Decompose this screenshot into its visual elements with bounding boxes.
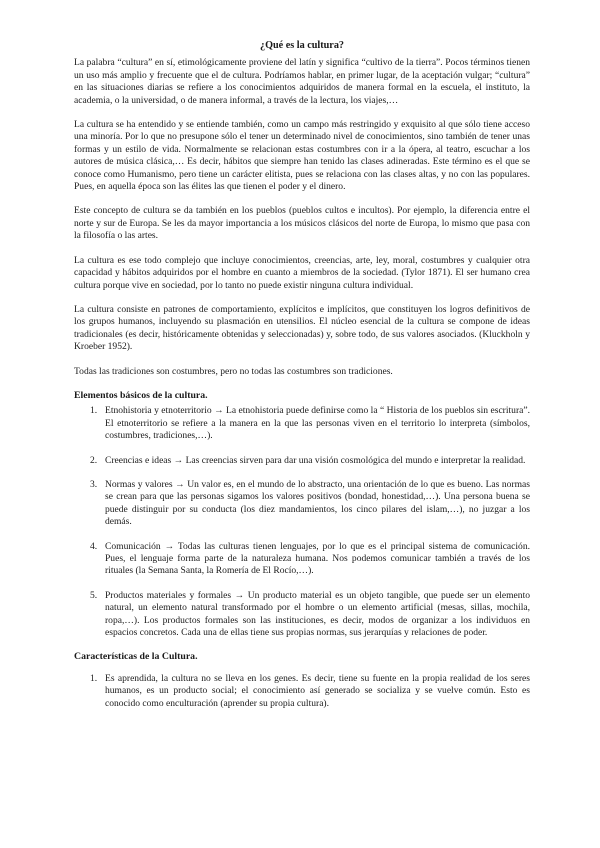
list-item (74, 479, 530, 529)
paragraph: La palabra “cultura” en sí, etimológicamente proviene del latín y significa “cultivo de la tierra”. Pocos términos tienen un uso más amplio y frecuente que el de cultura. Podríamos hablar, en primer lugar, de la aceptación vulgar; “cultura” en las situaciones diarias se refiere a los conocimientos adquiridos de manera formal en la escuela, el instituto, la academia, o la universidad, o de manera informal, a través de la lectura, los viajes,… (74, 57, 530, 106)
list-item (74, 455, 530, 467)
list-item (74, 405, 530, 442)
page-title: ¿Qué es la cultura? (259, 40, 345, 51)
list-item-text: Creencias e ideas → Las creencias sirven para dar una visión cosmológica del mundo e interpretar la realidad. (105, 454, 526, 466)
list-item-text: Es aprendida, la cultura no se lleva en los genes. Es decir, tiene su fuente en la propia realidad de los seres humanos, es un producto social; el conocimiento así generado se socializa y se vuelve común. Esto es conocido como enculturación (aprender su propia cultura). (105, 672, 530, 709)
paragraph: Este concepto de cultura se da también en los pueblos (pueblos cultos e incultos). Por ejemplo, la diferencia entre el norte y sur de Europa. Se les da mayor importancia a los músicos clásicos del norte de Europa, lo mismo que pasa con la filosofía o las artes. (74, 205, 530, 242)
list-number: 3. (90, 478, 98, 490)
paragraph: Todas las tradiciones son costumbres, pero no todas las costumbres son tradiciones. (74, 365, 393, 377)
list-item (74, 673, 530, 710)
document-page (74, 40, 530, 722)
list-number: 2. (90, 454, 98, 466)
list-number: 1. (90, 405, 98, 417)
list-item-text: Comunicación → Todas las culturas tienen lenguajes, por lo que es el principal sistema de comunicación. Pues, el lenguaje forma parte de la naturaleza humana. Nos podemos comunicar también a través de los rituales (la Semana Santa, la Romería de El Rocío,…). (105, 540, 530, 577)
list-number: 4. (90, 540, 98, 552)
characteristics-list (74, 673, 530, 710)
section-heading-elements: Elementos básicos de la cultura. (74, 389, 208, 401)
list-number: 5. (90, 589, 98, 601)
list-item (74, 590, 530, 640)
section-heading-characteristics: Características de la Cultura. (74, 651, 198, 663)
paragraph: La cultura se ha entendido y se entiende también, como un campo más restringido y exquisito al que sólo tiene acceso una minoría. Por lo que no presupone sólo el tener un determinado nivel de conocimientos, sino también de tener unas formas y un estilo de vida. Normalmente se relacionan estas costumbres con ir a la ópera, al teatro, escuchar a los autores de música clásica,… Es decir, hábitos que siempre han tenido las clases adineradas. Este término es el que se conoce como Humanismo, pero tiene un carácter elitista, pues se relaciona con las clases altas, y no con las populares. Pues, en aquella época son las élites las que tienen el poder y el dinero. (74, 119, 530, 193)
paragraph: La cultura es ese todo complejo que incluye conocimientos, creencias, arte, ley, moral, costumbres y cualquier otra capacidad y hábitos adquiridos por el hombre en cuanto a miembros de la sociedad. (Tylor 1871). El ser humano crea cultura porque vive en sociedad, por lo tanto no puede existir ninguna cultura individual. (74, 254, 530, 291)
list-number: 1. (90, 672, 98, 684)
list-item-text: Productos materiales y formales → Un producto material es un objeto tangible, que puede ser un elemento natural, un elemento natural transformado por el hombre o un elemento artificial (mesas, sillas, mochila, ropa,…). Los productos formales son las instituciones, es decir, modos de organizar a los individuos en espacios concretos. Cada una de ellas tiene sus propias normas, sus jerarquías y relaciones de poder. (105, 589, 530, 639)
list-item-text: Normas y valores → Un valor es, en el mundo de lo abstracto, una orientación de lo que es bueno. Las normas se crean para que las personas sigamos los valores positivos (bondad, honestidad,…). Una persona buena se puede distinguir por su conducta (los diez mandamientos, los cinco pilares del islam,…), no juzgar a los demás. (105, 478, 530, 528)
list-item (74, 541, 530, 578)
list-item-text: Etnohistoria y etnoterritorio → La etnohistoria puede definirse como la “ Historia de los pueblos sin escritura”. El etnoterritorio se refiere a la manera en la que las personas viven en el territorio lo interpreta (símbolos, costumbres, tradiciones,…). (105, 405, 530, 442)
elements-list (74, 405, 530, 639)
paragraph: La cultura consiste en patrones de comportamiento, explícitos e implícitos, que constituyen los logros definitivos de los grupos humanos, incluyendo su plasmación en utensilios. El núcleo esencial de la cultura se compone de ideas tradicionales (es decir, históricamente obtenidas y seleccionadas) y, sobre todo, de sus valores asociados. (Kluckholn y Kroeber 1952). (74, 303, 530, 353)
